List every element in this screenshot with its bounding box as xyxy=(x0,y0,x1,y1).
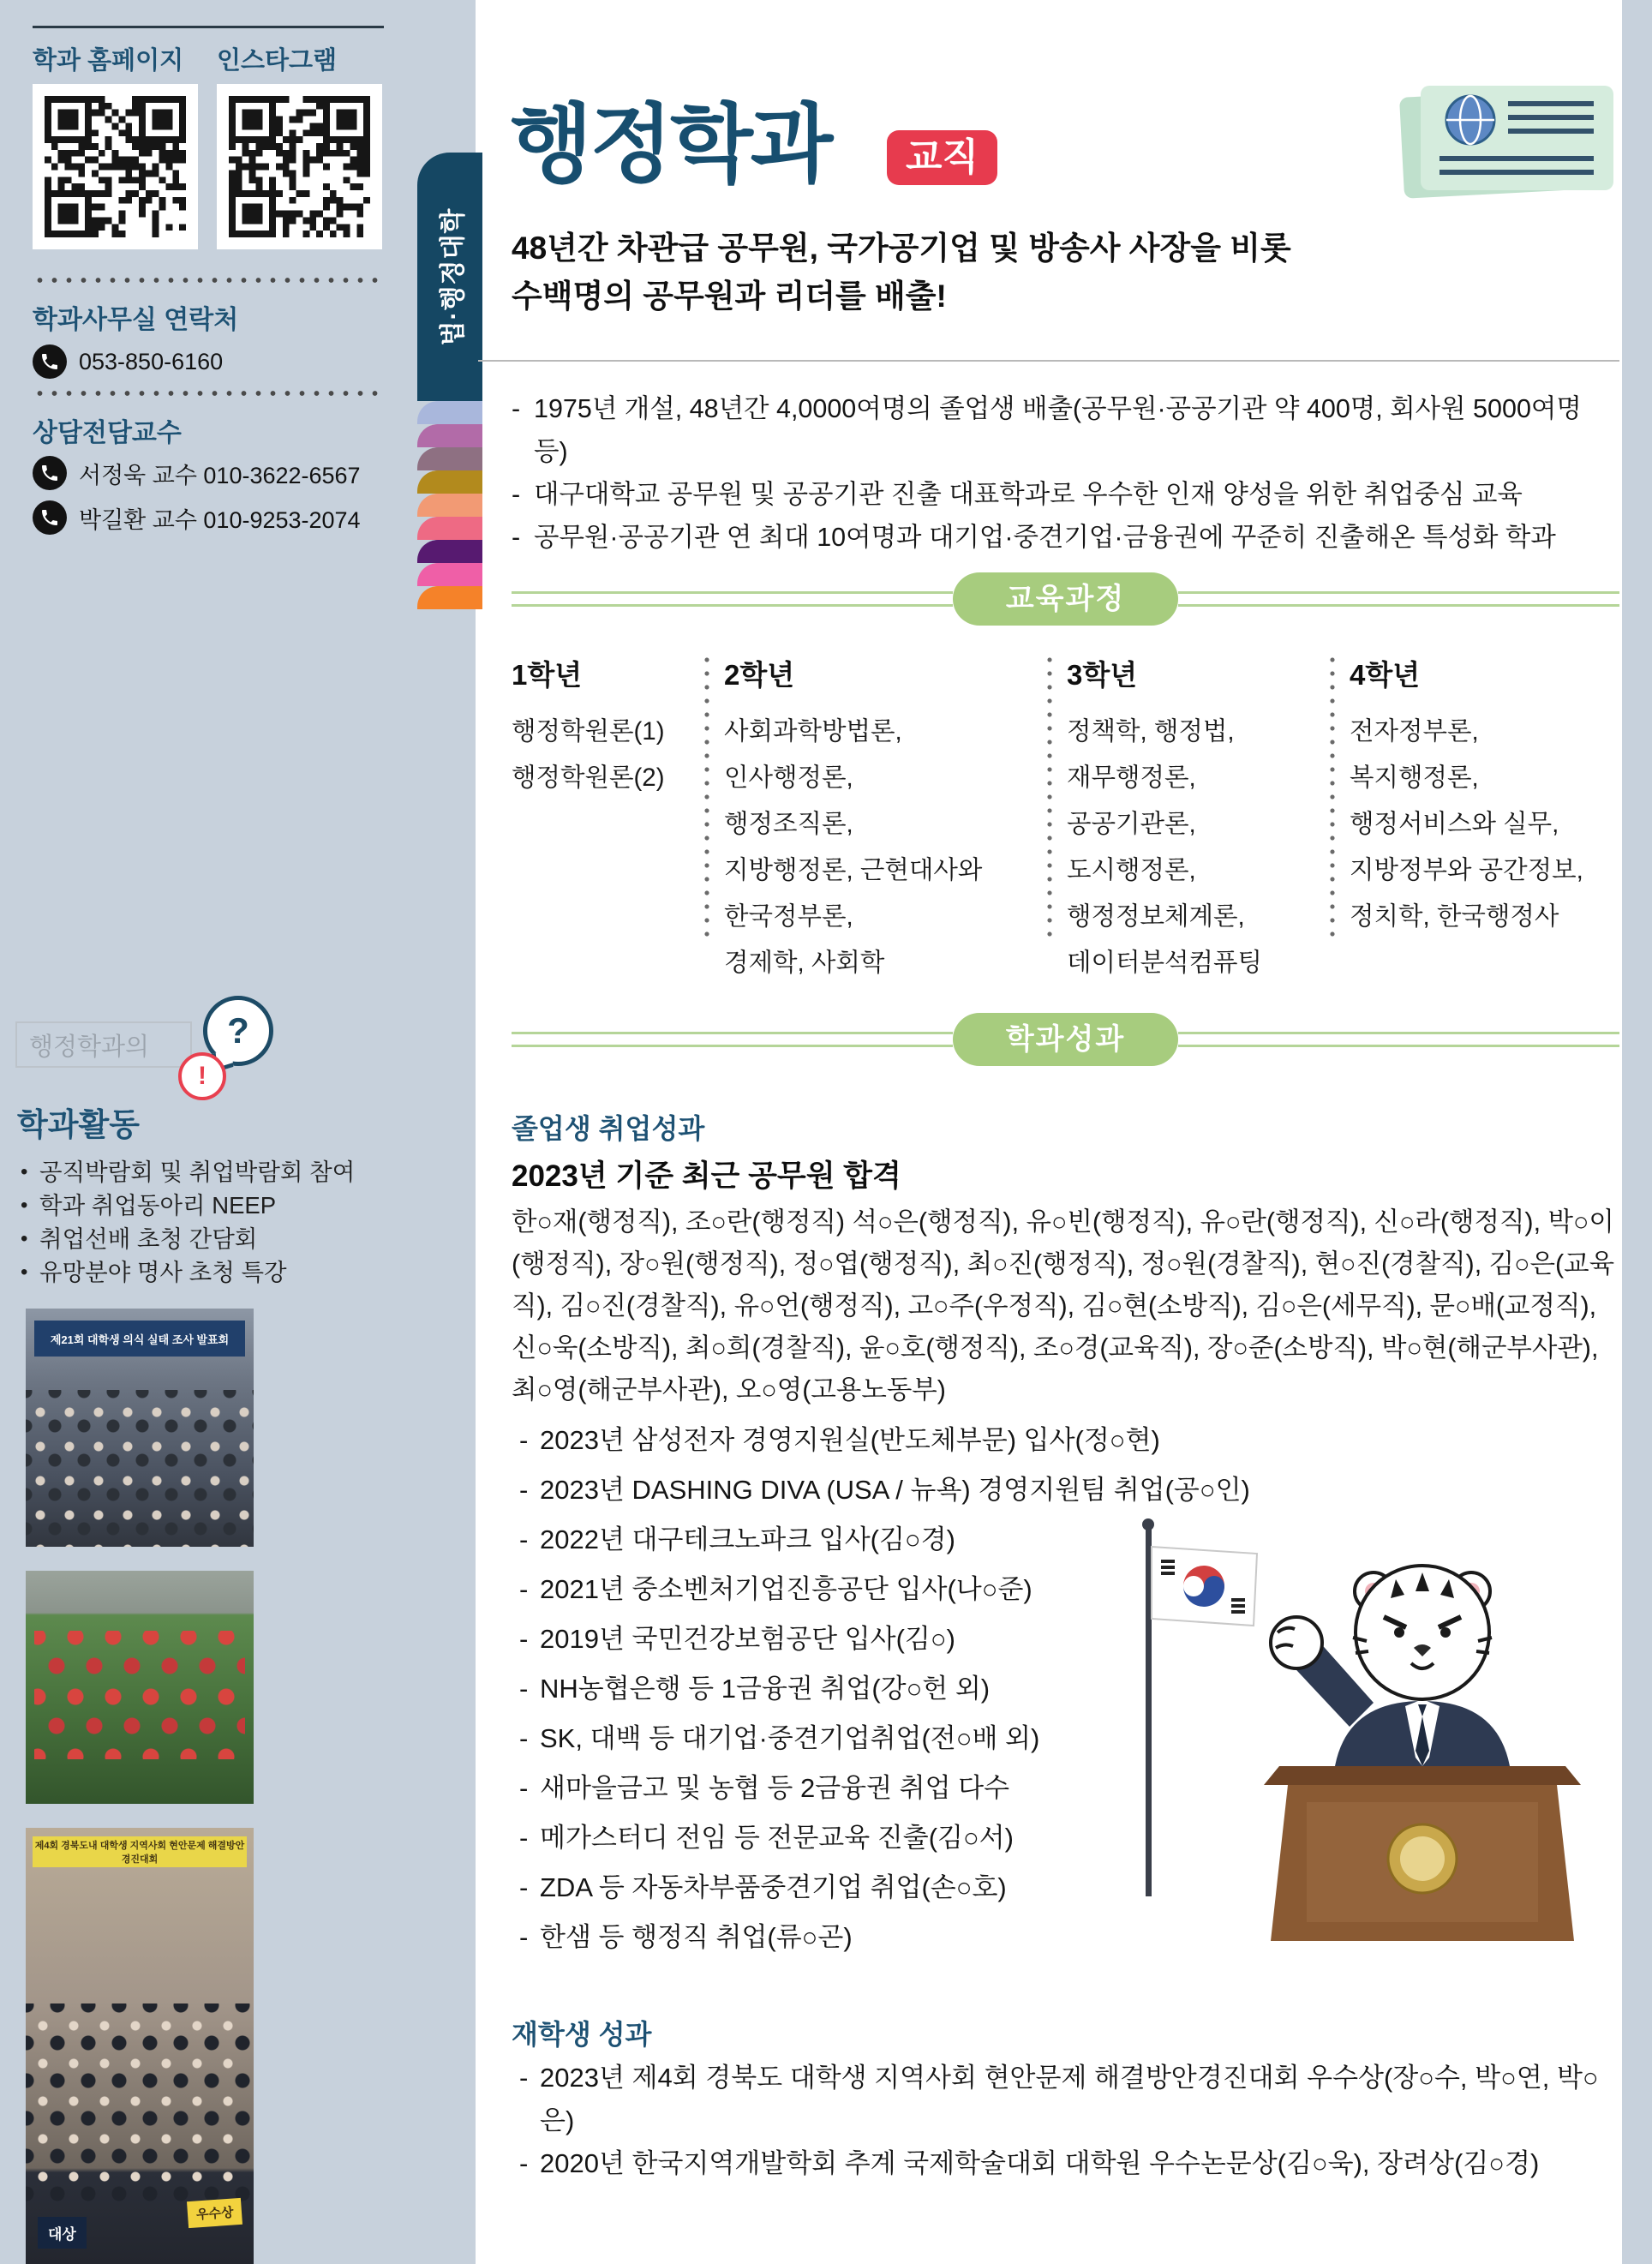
photo-soccer-team xyxy=(26,1571,254,1804)
grad-achievement-item: - 메가스터디 전임 등 전문교육 진출(김○서) xyxy=(519,1813,1273,1863)
office-phone-row xyxy=(33,343,223,380)
phone-icon xyxy=(33,344,67,379)
course: 사회과학방법론, xyxy=(724,717,902,746)
dept-of-label: 행정학과의 xyxy=(29,1033,150,1061)
advisor-row xyxy=(33,454,361,492)
tagline-line2: 수백명의 공무원과 리더를 배출! xyxy=(512,279,947,314)
activity-item: • 공직박람회 및 취업박람회 참여 xyxy=(19,1155,396,1189)
tagline-line1: 48년간 차관급 공무원, 국가공기업 및 방송사 사장을 비롯 xyxy=(512,231,1291,266)
photo3-banner: 제4회 경북도내 대학생 지역사회 현안문제 해결방안 경진대회 xyxy=(33,1836,247,1867)
excellence-prize-badge: 우수상 xyxy=(187,2198,242,2228)
grad-achievement-item: - 2019년 국민건강보험공단 입사(김○) xyxy=(519,1614,1273,1664)
tab-segment xyxy=(417,586,482,609)
photo-award-ceremony xyxy=(26,1828,254,2264)
course: 지방정부와 공간정보, xyxy=(1350,856,1583,884)
homepage-qr-code xyxy=(33,84,198,249)
course: 복지행정론, xyxy=(1350,764,1479,792)
office-phone-number: 053-850-6160 xyxy=(79,348,224,374)
teaching-cert-badge: 교직 xyxy=(887,130,997,185)
section-line xyxy=(1178,591,1619,607)
course: 지방행정론, 근현대사와 xyxy=(724,856,983,884)
activity-item: • 취업선배 초청 간담회 xyxy=(19,1222,396,1255)
grad-achievement-item: - 2021년 중소벤처기업진흥공단 입사(나○준) xyxy=(519,1565,1273,1614)
photo-survey-presentation xyxy=(26,1309,254,1547)
header-divider xyxy=(478,360,1619,362)
section-line xyxy=(512,591,953,607)
course: 행정서비스와 실무, xyxy=(1350,810,1559,838)
year-header: 2학년 xyxy=(724,659,795,691)
course: 전자정부론, xyxy=(1350,717,1479,746)
intro-bullet-list xyxy=(512,387,1621,559)
student-performance-title: 재학생 성과 xyxy=(512,2019,652,2050)
faculty-tab-label: 법·행정대학 xyxy=(439,207,468,346)
year-header: 4학년 xyxy=(1350,659,1421,691)
page-title: 행정학과 xyxy=(510,97,831,193)
grad-achievement-item: - ZDA 등 자동차부품중견기업 취업(손○호) xyxy=(519,1863,1273,1913)
performance-section-pill: 학과성과 xyxy=(953,1013,1178,1066)
grad-achievement-item: - NH농협은행 등 1금융권 취업(강○헌 외) xyxy=(519,1664,1273,1714)
course: 재무행정론, xyxy=(1067,764,1196,792)
podium xyxy=(1264,1766,1581,1941)
course: 한국정부론, xyxy=(724,902,853,931)
tab-segment xyxy=(417,494,482,517)
tab-segment xyxy=(417,540,482,563)
section-line xyxy=(1178,1032,1619,1047)
course: 경제학, 사회학 xyxy=(724,949,885,977)
year-header: 1학년 xyxy=(512,659,583,691)
tab-segment xyxy=(417,563,482,586)
phone-icon xyxy=(33,456,67,490)
faculty-tab xyxy=(417,153,482,401)
dept-of-label-box xyxy=(15,1021,192,1068)
student-achievement-item: - 2023년 제4회 경북도 대학생 지역사회 현안문제 해결방안경진대회 우수상(장○수, 박○연, 박○은) xyxy=(519,2057,1621,2142)
course: 행정학원론(1) xyxy=(512,717,665,746)
grad-achievement-item: - 2023년 DASHING DIVA (USA / 뉴욕) 경영지원팀 취업(공○인) xyxy=(519,1465,1273,1515)
course: 데이터분석컴퓨팅 xyxy=(1067,949,1262,977)
photo1-banner: 제21회 대학생 의식 실태 조사 발표회 xyxy=(34,1321,245,1357)
sidebar-top-rule xyxy=(33,26,384,28)
course: 정책학, 행정법, xyxy=(1067,717,1235,746)
tiger-head xyxy=(1353,1566,1492,1699)
team-graphic xyxy=(34,1631,245,1759)
dotted-divider xyxy=(33,277,386,284)
student-achievement-item: - 2020년 한국지역개발학회 추계 국제학술대회 대학원 우수논문상(김○욱), 장려상(김○경) xyxy=(519,2142,1621,2185)
course: 행정학원론(2) xyxy=(512,764,665,792)
intro-bullet: - 1975년 개설, 48년간 4,0000여명의 졸업생 배출(공무원·공공기관 약 400명, 회사원 5000여명 등) xyxy=(512,387,1621,473)
newspaper-icon xyxy=(1386,67,1631,217)
dotted-divider xyxy=(33,390,386,397)
advisor-contact: 박길환 교수 010-9253-2074 xyxy=(79,506,361,533)
homepage-label: 학과 홈페이지 xyxy=(33,47,184,75)
curriculum-year4-column xyxy=(1350,653,1622,940)
course-list xyxy=(512,709,704,801)
course: 인사행정론, xyxy=(724,764,853,792)
grad-exam-subtitle: 2023년 기준 최근 공무원 합격 xyxy=(512,1159,901,1193)
tab-segment xyxy=(417,517,482,540)
grad-achievement-item: - 한샘 등 행정직 취업(류○곤) xyxy=(519,1913,1273,1962)
tab-segment xyxy=(417,470,482,494)
course: 공공기관론, xyxy=(1067,810,1196,838)
instagram-label: 인스타그램 xyxy=(217,47,338,75)
instagram-qr-code xyxy=(217,84,382,249)
grad-achievement-item: - 새마을금고 및 농협 등 2금융권 취업 다수 xyxy=(519,1764,1273,1813)
curriculum-year2-column xyxy=(724,653,1045,986)
intro-bullet: - 대구대학교 공무원 및 공공기관 진출 대표학과로 우수한 인재 양성을 위한 취업중심 교육 xyxy=(512,473,1621,516)
office-contact-title: 학과사무실 연락처 xyxy=(33,306,239,334)
grand-prize-badge: 대상 xyxy=(38,2217,87,2249)
qr-code xyxy=(229,96,370,237)
tab-segment xyxy=(417,401,482,424)
column-divider xyxy=(1330,653,1335,944)
advisors-title: 상담전담교수 xyxy=(33,419,182,447)
course: 행정정보체계론, xyxy=(1067,902,1245,931)
phone-icon xyxy=(33,500,67,535)
course: 정치학, 한국행정사 xyxy=(1350,902,1559,931)
student-achievement-list xyxy=(519,2057,1621,2185)
activities-list xyxy=(19,1155,396,1289)
column-divider xyxy=(1047,653,1052,944)
curriculum-section-header xyxy=(512,572,1619,626)
activity-item: • 유망분야 명사 초청 특강 xyxy=(19,1255,396,1289)
grad-achievement-item: - 2022년 대구테크노파크 입사(김○경) xyxy=(519,1515,1273,1565)
curriculum-section-pill: 교육과정 xyxy=(953,572,1178,626)
performance-section-header xyxy=(512,1013,1619,1066)
activity-item: • 학과 취업동아리 NEEP xyxy=(19,1189,396,1222)
tab-segment xyxy=(417,424,482,447)
exclamation-bubble-icon: ! xyxy=(178,1052,226,1100)
activities-title: 학과활동 xyxy=(17,1107,140,1142)
course-list xyxy=(724,709,1045,986)
year-header: 3학년 xyxy=(1067,659,1138,691)
grad-achievement-list xyxy=(519,1416,1273,1962)
qr-code xyxy=(45,96,186,237)
column-divider xyxy=(704,653,709,944)
grad-achievement-item: - SK, 대백 등 대기업·중견기업취업(전○배 외) xyxy=(519,1714,1273,1764)
advisor-contact: 서정욱 교수 010-3622-6567 xyxy=(79,462,361,488)
grad-names-paragraph: 한○재(행정직), 조○란(행정직) 석○은(행정직), 유○빈(행정직), 유○란(행정직), 신○라(행정직), 박○이(행정직), 장○원(행정직), 정○엽(행정직), 최○진(행정직), 정○원(경찰직), 현○진(경찰직), 김○은(교육직), 김○진(경찰직), 유○언(행정직), 고○주(우정직), 김○현(소방직), 김○은(세무직), 문○배(교정직), 신○욱(소방직), 최○희(경찰직), 윤○호(행정직), 조○경(교육직), 장○준(소방직), 박○현(해군부사관), 최○영(해군부사관), 오○영(고용노동부) xyxy=(512,1207,1615,1405)
curriculum-year1-column xyxy=(512,653,704,801)
advisor-row xyxy=(33,499,361,536)
course: 행정조직론, xyxy=(724,810,853,838)
course-list xyxy=(1067,709,1328,986)
course: 도시행정론, xyxy=(1067,856,1196,884)
intro-bullet: - 공무원·공공기관 연 최대 10여명과 대기업·중견기업·금융권에 꾸준히 진출해온 특성화 학과 xyxy=(512,516,1621,559)
grad-performance-title: 졸업생 취업성과 xyxy=(512,1113,705,1144)
grad-achievement-item: - 2023년 삼성전자 경영지원실(반도체부문) 입사(정○현) xyxy=(519,1416,1273,1465)
crowd-graphic xyxy=(26,1390,254,1547)
section-line xyxy=(512,1032,953,1047)
crowd-graphic xyxy=(26,2003,254,2204)
curriculum-year3-column xyxy=(1067,653,1328,986)
tagline xyxy=(512,225,1291,320)
tab-segment xyxy=(417,447,482,470)
course-list xyxy=(1350,709,1622,940)
question-bubble-icon: ? xyxy=(203,996,273,1066)
